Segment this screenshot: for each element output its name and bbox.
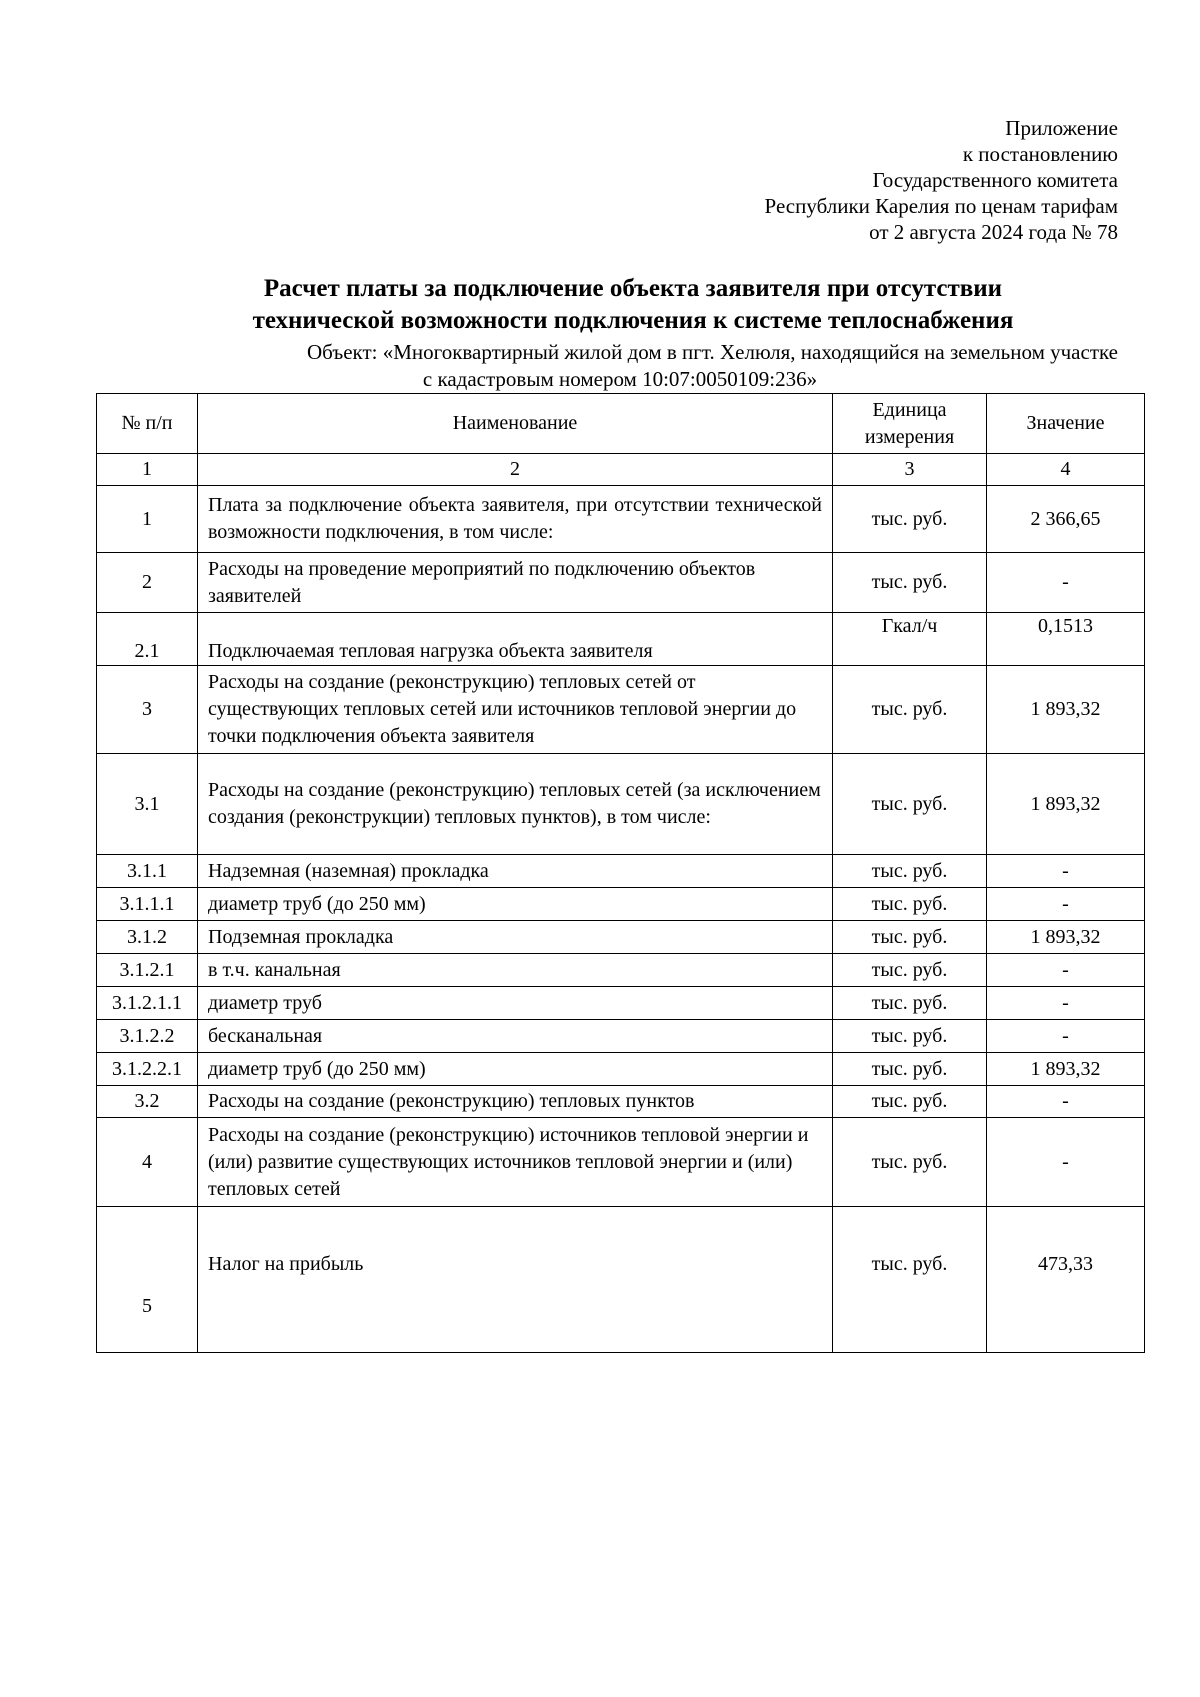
row-num: 3.1.2 xyxy=(97,921,198,954)
annex-line: Государственного комитета xyxy=(872,168,1118,192)
row-value: 1 893,32 xyxy=(987,754,1145,855)
column-number: 3 xyxy=(833,454,987,486)
table-row xyxy=(97,954,1145,987)
row-value: 1 893,32 xyxy=(987,666,1145,754)
calculation-table xyxy=(96,393,1145,1353)
header-name: Наименование xyxy=(198,394,833,454)
annex-header xyxy=(765,115,1118,245)
table-row xyxy=(97,888,1145,921)
row-name: Расходы на создание (реконструкцию) тепловых сетей (за исключением создания (реконструкции) тепловых пунктов), в том числе: xyxy=(198,754,833,855)
table-row xyxy=(97,1086,1145,1118)
title-line: технической возможности подключения к системе теплоснабжения xyxy=(252,307,1014,334)
header-value: Значение xyxy=(987,394,1145,454)
row-unit: тыс. руб. xyxy=(833,888,987,921)
row-name: диаметр труб xyxy=(198,987,833,1020)
header-num: № п/п xyxy=(97,394,198,454)
row-value: - xyxy=(987,987,1145,1020)
table-row xyxy=(97,613,1145,666)
row-value: 1 893,32 xyxy=(987,921,1145,954)
row-name: Плата за подключение объекта заявителя, при отсутствии технической возможности подключения, в том числе: xyxy=(198,486,833,553)
object-description xyxy=(96,339,1144,393)
row-unit: тыс. руб. xyxy=(833,666,987,754)
row-num: 2 xyxy=(97,553,198,613)
row-value: - xyxy=(987,855,1145,888)
table-row xyxy=(97,1207,1145,1353)
table-row xyxy=(97,1053,1145,1086)
row-value: 473,33 xyxy=(987,1207,1145,1353)
subtitle-line: с кадастровым номером 10:07:0050109:236» xyxy=(422,367,818,391)
row-name: в т.ч. канальная xyxy=(198,954,833,987)
row-num: 3.1.2.2.1 xyxy=(97,1053,198,1086)
table-row xyxy=(97,553,1145,613)
row-unit: тыс. руб. xyxy=(833,486,987,553)
row-name: Расходы на создание (реконструкцию) источников тепловой энергии и (или) развитие существующих источников тепловой энергии и (или) тепловых сетей xyxy=(198,1118,833,1207)
row-name: Расходы на создание (реконструкцию) тепловых сетей от существующих тепловых сетей или источников тепловой энергии до точки подключения объекта заявителя xyxy=(198,666,833,754)
row-unit: тыс. руб. xyxy=(833,1020,987,1053)
table-row xyxy=(97,754,1145,855)
row-value: 0,1513 xyxy=(987,613,1145,666)
row-value: - xyxy=(987,888,1145,921)
column-number: 1 xyxy=(97,454,198,486)
row-unit: тыс. руб. xyxy=(833,1053,987,1086)
subtitle-line: Объект: «Многоквартирный жилой дом в пгт. Хелюля, находящийся на земельном участке xyxy=(307,340,1118,364)
row-name: Подземная прокладка xyxy=(198,921,833,954)
row-name: диаметр труб (до 250 мм) xyxy=(198,888,833,921)
document-title xyxy=(96,273,1144,337)
row-value: - xyxy=(987,954,1145,987)
table-column-numbers-row xyxy=(97,454,1145,486)
row-unit: тыс. руб. xyxy=(833,553,987,613)
row-num: 3.1.2.2 xyxy=(97,1020,198,1053)
row-unit: тыс. руб. xyxy=(833,1207,987,1353)
row-value: - xyxy=(987,553,1145,613)
row-name: бесканальная xyxy=(198,1020,833,1053)
row-num: 5 xyxy=(97,1207,198,1353)
table-header-row xyxy=(97,394,1145,454)
row-num: 2.1 xyxy=(97,613,198,666)
row-name: Налог на прибыль xyxy=(198,1207,833,1353)
row-name: Расходы на проведение мероприятий по подключению объектов заявителей xyxy=(198,553,833,613)
row-unit: тыс. руб. xyxy=(833,754,987,855)
table-row xyxy=(97,921,1145,954)
row-num: 3.1.2.1 xyxy=(97,954,198,987)
row-num: 3.1.1.1 xyxy=(97,888,198,921)
row-unit: тыс. руб. xyxy=(833,954,987,987)
row-value: - xyxy=(987,1086,1145,1118)
row-num: 1 xyxy=(97,486,198,553)
row-unit: тыс. руб. xyxy=(833,921,987,954)
row-name: Подключаемая тепловая нагрузка объекта заявителя xyxy=(198,613,833,666)
annex-line: от 2 августа 2024 года № 78 xyxy=(869,220,1118,244)
row-num: 4 xyxy=(97,1118,198,1207)
table-row xyxy=(97,1020,1145,1053)
row-value: - xyxy=(987,1020,1145,1053)
table-row xyxy=(97,486,1145,553)
row-unit: тыс. руб. xyxy=(833,1118,987,1207)
row-num: 3.1 xyxy=(97,754,198,855)
row-value: 2 366,65 xyxy=(987,486,1145,553)
row-unit: тыс. руб. xyxy=(833,1086,987,1118)
row-num: 3.1.1 xyxy=(97,855,198,888)
row-num: 3 xyxy=(97,666,198,754)
annex-line: к постановлению xyxy=(962,142,1118,166)
row-num: 3.2 xyxy=(97,1086,198,1118)
annex-line: Приложение xyxy=(1005,116,1118,140)
table-row xyxy=(97,666,1145,754)
row-name: диаметр труб (до 250 мм) xyxy=(198,1053,833,1086)
row-num: 3.1.2.1.1 xyxy=(97,987,198,1020)
header-unit: Единица измерения xyxy=(833,394,987,454)
row-unit: тыс. руб. xyxy=(833,855,987,888)
row-unit: Гкал/ч xyxy=(833,613,987,666)
table-row xyxy=(97,855,1145,888)
title-line: Расчет платы за подключение объекта заявителя при отсутствии xyxy=(263,275,1003,302)
row-name: Надземная (наземная) прокладка xyxy=(198,855,833,888)
annex-line: Республики Карелия по ценам тарифам xyxy=(764,194,1118,218)
column-number: 4 xyxy=(987,454,1145,486)
row-value: 1 893,32 xyxy=(987,1053,1145,1086)
row-value: - xyxy=(987,1118,1145,1207)
table-row xyxy=(97,987,1145,1020)
table-row xyxy=(97,1118,1145,1207)
row-unit: тыс. руб. xyxy=(833,987,987,1020)
column-number: 2 xyxy=(198,454,833,486)
row-name: Расходы на создание (реконструкцию) тепловых пунктов xyxy=(198,1086,833,1118)
